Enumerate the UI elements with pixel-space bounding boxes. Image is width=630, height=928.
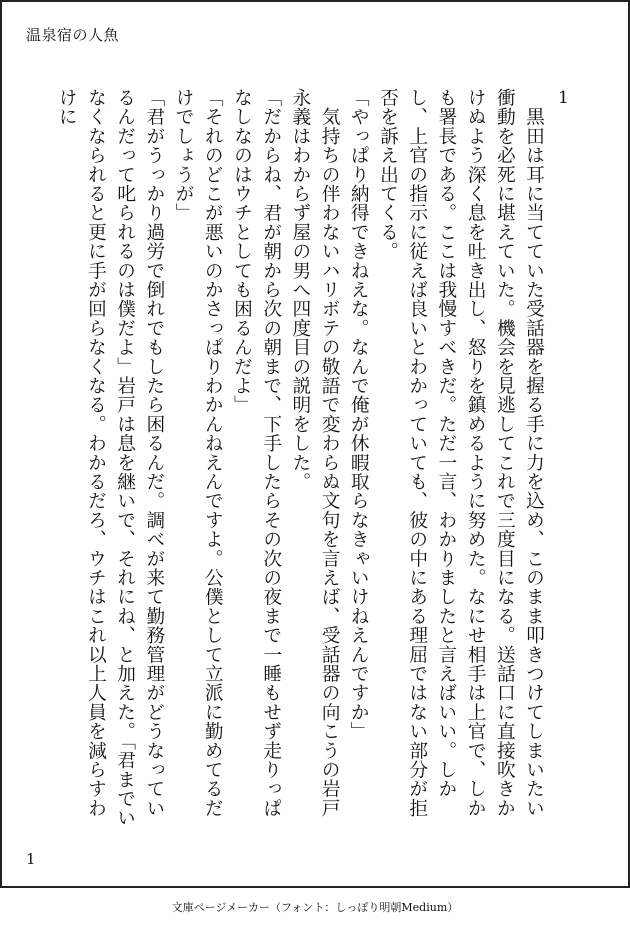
chapter-number: 1	[558, 88, 569, 108]
paragraph: 「だからね、君が朝から次の朝まで、下手したらその次の夜まで一睡もせず走りっぱなしなのはウチとしても困るんだよ」	[230, 88, 282, 818]
paragraph: 黒田は耳に当てていた受話器を握る手に力を込め、このまま叩きつけてしまいたい衝動を必死に堪えていた。機会を見逃してこれで三度目になる。送話口に直接吹きかけぬよう深く息を吐き出し、怒りを鎮めるように努めた。なにせ相手は上官で、しかも署長である。ここは我慢すべきだ。ただ一言、わかりましたと言えばいい。しかし、上官の指示に従えば良いとわかっていても、彼の中にある理屈ではない部分が拒否を訴え出てくる。	[376, 88, 544, 818]
body-text	[46, 88, 548, 834]
paragraph: 「やっぱり納得できねえな。なんで俺が休暇取らなきゃいけねえんですか」	[347, 88, 369, 741]
paragraph: 「それのどこが悪いのかさっぱりわかんねえんですよ。公僕として立派に勤めてるだけでしょうが」	[172, 88, 223, 818]
book-title: 温泉宿の人魚	[26, 26, 120, 44]
footer-credit: 文庫ページメーカー（フォント：しっぽり明朝Medium）	[171, 901, 459, 914]
paragraph: 「君がうっかり過労で倒れでもしたら困るんだ。調べが来て勤務管理がどうなっているんだって叱られるのは僕だよ」岩戸は息を継いで、それにね、と加えた。「君までいなくなられると更に手が回らなくなる。わかるだろ、ウチはこれ以上人員を減らすわけに	[55, 88, 165, 828]
paragraph: 気持ちの伴わないハリボテの敬語で変わらぬ文句を言えば、受話器の向こうの岩戸永義はわからず屋の男へ四度目の説明をした。	[289, 88, 340, 818]
page-number: 1	[26, 850, 36, 868]
